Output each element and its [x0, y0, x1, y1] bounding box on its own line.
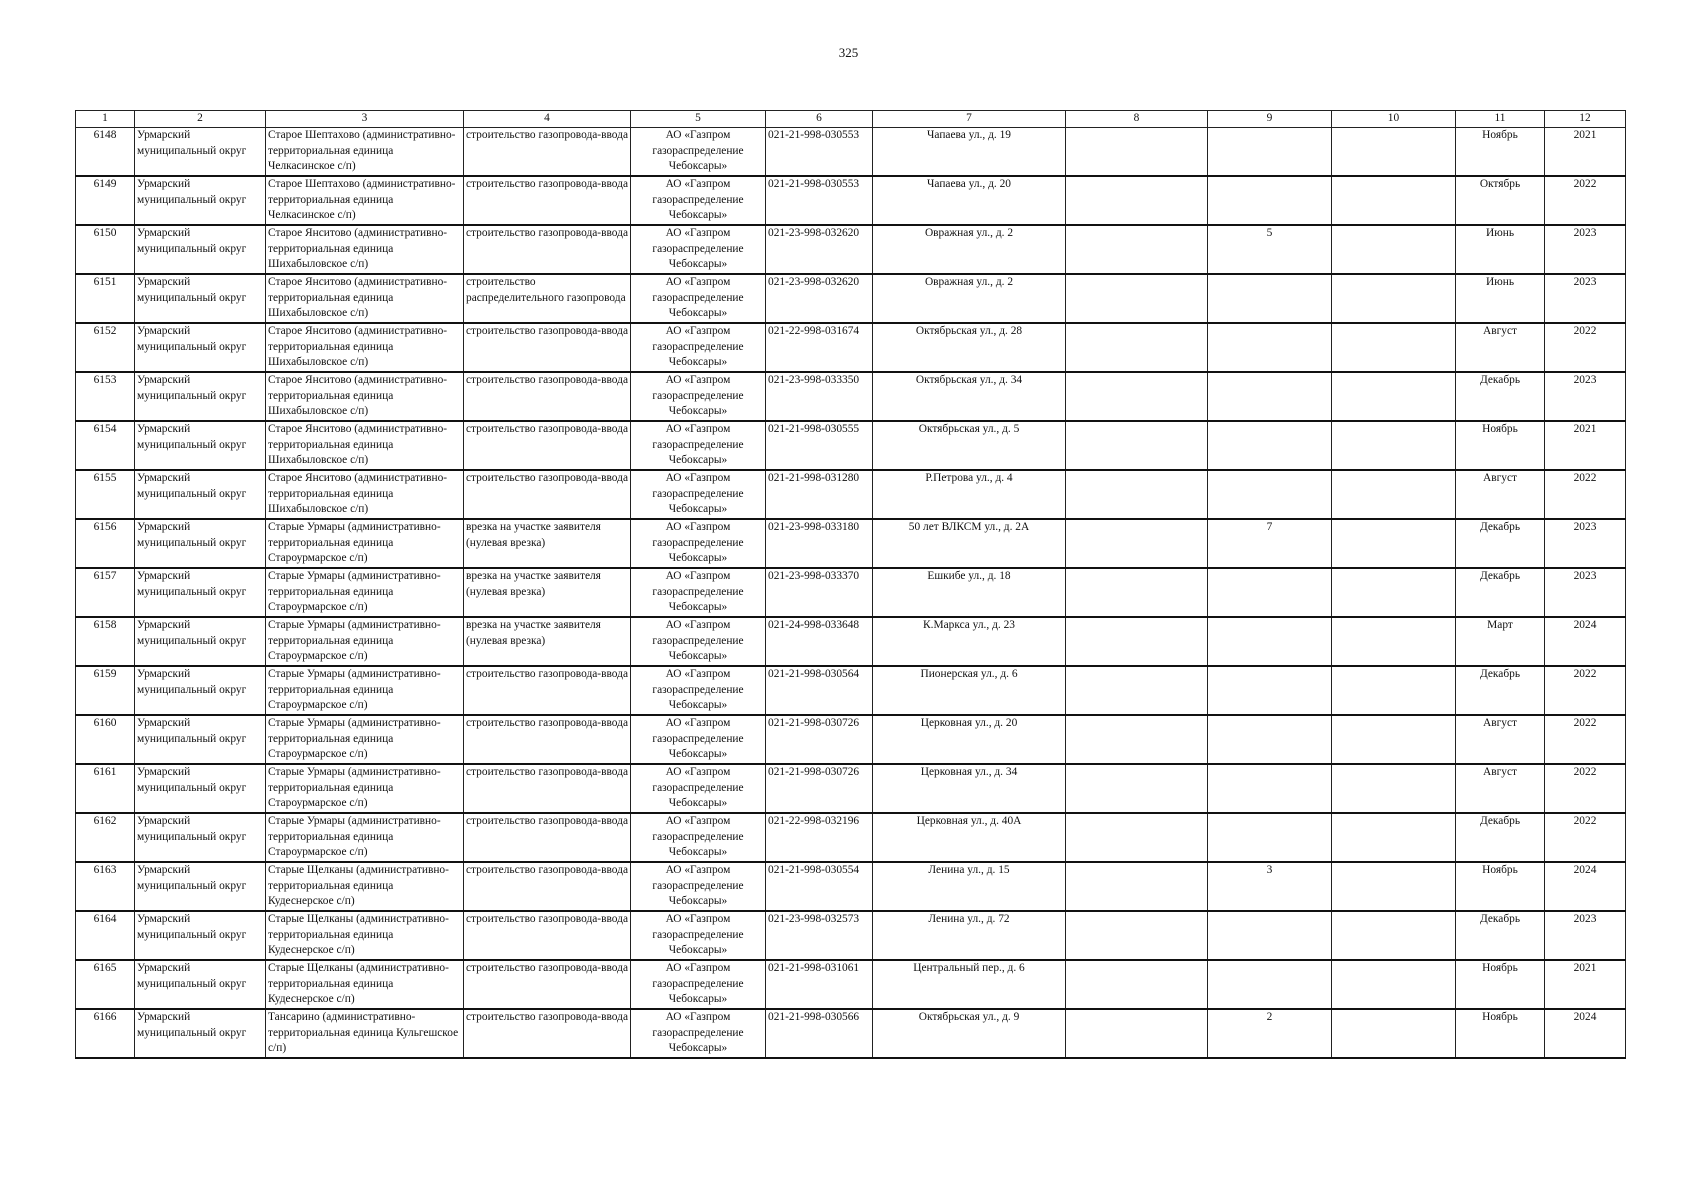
column-header-2: 2 — [135, 111, 266, 128]
column-10-cell — [1332, 372, 1456, 421]
register-table — [75, 110, 1626, 1059]
address-cell: 50 лет ВЛКСМ ул., д. 2А — [873, 519, 1066, 568]
district-cell: Урмарский муниципальный округ — [135, 470, 266, 519]
row-number: 6155 — [76, 470, 135, 519]
year-cell: 2021 — [1545, 421, 1626, 470]
work-type-cell: строительство газопровода-ввода — [464, 911, 631, 960]
registry-code-cell: 021-23-998-033350 — [766, 372, 873, 421]
address-cell: Ешкибе ул., д. 18 — [873, 568, 1066, 617]
settlement-cell: Старые Урмары (административно-территориальная единица Староурмарское с/п) — [266, 813, 464, 862]
address-cell: Центральный пер., д. 6 — [873, 960, 1066, 1009]
column-10-cell — [1332, 1009, 1456, 1058]
organization-cell: АО «Газпром газораспределение Чебоксары» — [631, 715, 766, 764]
organization-cell: АО «Газпром газораспределение Чебоксары» — [631, 372, 766, 421]
column-header-1: 1 — [76, 111, 135, 128]
year-cell: 2021 — [1545, 960, 1626, 1009]
column-8-cell — [1066, 960, 1208, 1009]
work-type-cell: строительство газопровода-ввода — [464, 1009, 631, 1058]
month-cell: Август — [1456, 715, 1545, 764]
row-number: 6163 — [76, 862, 135, 911]
column-8-cell — [1066, 519, 1208, 568]
column-10-cell — [1332, 715, 1456, 764]
column-8-cell — [1066, 274, 1208, 323]
settlement-cell: Старое Янситово (административно-территориальная единица Шихабыловское с/п) — [266, 470, 464, 519]
year-cell: 2022 — [1545, 323, 1626, 372]
column-10-cell — [1332, 960, 1456, 1009]
organization-cell: АО «Газпром газораспределение Чебоксары» — [631, 519, 766, 568]
registry-code-cell: 021-21-998-030726 — [766, 764, 873, 813]
column-9-cell — [1208, 128, 1332, 177]
address-cell: Чапаева ул., д. 20 — [873, 176, 1066, 225]
table-row — [76, 372, 1626, 421]
column-9-cell — [1208, 617, 1332, 666]
table-row — [76, 176, 1626, 225]
settlement-cell: Старое Шептахово (административно-территориальная единица Челкасинское с/п) — [266, 128, 464, 177]
row-number: 6153 — [76, 372, 135, 421]
month-cell: Октябрь — [1456, 176, 1545, 225]
table-row — [76, 421, 1626, 470]
address-cell: Чапаева ул., д. 19 — [873, 128, 1066, 177]
column-10-cell — [1332, 666, 1456, 715]
table-row — [76, 666, 1626, 715]
organization-cell: АО «Газпром газораспределение Чебоксары» — [631, 470, 766, 519]
year-cell: 2024 — [1545, 862, 1626, 911]
year-cell: 2023 — [1545, 911, 1626, 960]
month-cell: Ноябрь — [1456, 960, 1545, 1009]
row-number: 6157 — [76, 568, 135, 617]
column-9-cell — [1208, 911, 1332, 960]
address-cell: Октябрьская ул., д. 9 — [873, 1009, 1066, 1058]
column-header-11: 11 — [1456, 111, 1545, 128]
settlement-cell: Старые Щелканы (административно-территориальная единица Кудеснерское с/п) — [266, 862, 464, 911]
work-type-cell: врезка на участке заявителя (нулевая врезка) — [464, 519, 631, 568]
column-9-cell — [1208, 960, 1332, 1009]
month-cell: Декабрь — [1456, 813, 1545, 862]
settlement-cell: Старое Янситово (административно-территориальная единица Шихабыловское с/п) — [266, 421, 464, 470]
header-row — [76, 111, 1626, 128]
column-9-cell — [1208, 274, 1332, 323]
column-9-cell: 5 — [1208, 225, 1332, 274]
column-10-cell — [1332, 470, 1456, 519]
column-8-cell — [1066, 323, 1208, 372]
organization-cell: АО «Газпром газораспределение Чебоксары» — [631, 568, 766, 617]
settlement-cell: Старое Янситово (административно-территориальная единица Шихабыловское с/п) — [266, 323, 464, 372]
column-9-cell — [1208, 323, 1332, 372]
organization-cell: АО «Газпром газораспределение Чебоксары» — [631, 813, 766, 862]
row-number: 6162 — [76, 813, 135, 862]
address-cell: Овражная ул., д. 2 — [873, 274, 1066, 323]
district-cell: Урмарский муниципальный округ — [135, 323, 266, 372]
district-cell: Урмарский муниципальный округ — [135, 372, 266, 421]
settlement-cell: Старое Янситово (административно-территориальная единица Шихабыловское с/п) — [266, 225, 464, 274]
year-cell: 2023 — [1545, 519, 1626, 568]
settlement-cell: Старые Щелканы (административно-территориальная единица Кудеснерское с/п) — [266, 960, 464, 1009]
column-9-cell — [1208, 568, 1332, 617]
table-row — [76, 617, 1626, 666]
column-10-cell — [1332, 911, 1456, 960]
year-cell: 2021 — [1545, 128, 1626, 177]
column-header-12: 12 — [1545, 111, 1626, 128]
column-9-cell — [1208, 372, 1332, 421]
district-cell: Урмарский муниципальный округ — [135, 666, 266, 715]
work-type-cell: строительство газопровода-ввода — [464, 715, 631, 764]
row-number: 6158 — [76, 617, 135, 666]
column-header-10: 10 — [1332, 111, 1456, 128]
table-row — [76, 1009, 1626, 1058]
year-cell: 2023 — [1545, 225, 1626, 274]
work-type-cell: строительство газопровода-ввода — [464, 372, 631, 421]
column-10-cell — [1332, 617, 1456, 666]
column-9-cell: 3 — [1208, 862, 1332, 911]
row-number: 6154 — [76, 421, 135, 470]
month-cell: Декабрь — [1456, 372, 1545, 421]
column-header-4: 4 — [464, 111, 631, 128]
column-8-cell — [1066, 911, 1208, 960]
table-body — [76, 128, 1626, 1059]
page-number: 325 — [838, 45, 859, 60]
work-type-cell: строительство газопровода-ввода — [464, 764, 631, 813]
year-cell: 2022 — [1545, 470, 1626, 519]
address-cell: Ленина ул., д. 72 — [873, 911, 1066, 960]
column-8-cell — [1066, 1009, 1208, 1058]
month-cell: Декабрь — [1456, 519, 1545, 568]
row-number: 6164 — [76, 911, 135, 960]
row-number: 6161 — [76, 764, 135, 813]
column-header-6: 6 — [766, 111, 873, 128]
month-cell: Декабрь — [1456, 911, 1545, 960]
settlement-cell: Старые Щелканы (административно-территориальная единица Кудеснерское с/п) — [266, 911, 464, 960]
column-10-cell — [1332, 323, 1456, 372]
column-8-cell — [1066, 617, 1208, 666]
year-cell: 2022 — [1545, 813, 1626, 862]
district-cell: Урмарский муниципальный округ — [135, 862, 266, 911]
column-8-cell — [1066, 813, 1208, 862]
row-number: 6149 — [76, 176, 135, 225]
organization-cell: АО «Газпром газораспределение Чебоксары» — [631, 617, 766, 666]
column-header-5: 5 — [631, 111, 766, 128]
district-cell: Урмарский муниципальный округ — [135, 519, 266, 568]
address-cell: Церковная ул., д. 20 — [873, 715, 1066, 764]
organization-cell: АО «Газпром газораспределение Чебоксары» — [631, 666, 766, 715]
work-type-cell: строительство газопровода-ввода — [464, 323, 631, 372]
year-cell: 2022 — [1545, 176, 1626, 225]
registry-code-cell: 021-23-998-032573 — [766, 911, 873, 960]
district-cell: Урмарский муниципальный округ — [135, 911, 266, 960]
settlement-cell: Старое Янситово (административно-территориальная единица Шихабыловское с/п) — [266, 372, 464, 421]
address-cell: Октябрьская ул., д. 28 — [873, 323, 1066, 372]
address-cell: Октябрьская ул., д. 5 — [873, 421, 1066, 470]
month-cell: Август — [1456, 323, 1545, 372]
settlement-cell: Старые Урмары (административно-территориальная единица Староурмарское с/п) — [266, 617, 464, 666]
month-cell: Декабрь — [1456, 666, 1545, 715]
column-header-9: 9 — [1208, 111, 1332, 128]
registry-code-cell: 021-21-998-030726 — [766, 715, 873, 764]
row-number: 6151 — [76, 274, 135, 323]
settlement-cell: Старые Урмары (административно-территориальная единица Староурмарское с/п) — [266, 666, 464, 715]
settlement-cell: Старое Янситово (административно-территориальная единица Шихабыловское с/п) — [266, 274, 464, 323]
column-8-cell — [1066, 862, 1208, 911]
month-cell: Март — [1456, 617, 1545, 666]
column-9-cell — [1208, 421, 1332, 470]
month-cell: Ноябрь — [1456, 862, 1545, 911]
month-cell: Ноябрь — [1456, 421, 1545, 470]
year-cell: 2023 — [1545, 274, 1626, 323]
registry-code-cell: 021-21-998-030554 — [766, 862, 873, 911]
year-cell: 2022 — [1545, 666, 1626, 715]
table-row — [76, 862, 1626, 911]
column-9-cell — [1208, 470, 1332, 519]
registry-code-cell: 021-21-998-030564 — [766, 666, 873, 715]
table-row — [76, 813, 1626, 862]
column-8-cell — [1066, 128, 1208, 177]
column-header-3: 3 — [266, 111, 464, 128]
table-row — [76, 323, 1626, 372]
column-10-cell — [1332, 128, 1456, 177]
registry-code-cell: 021-23-998-033180 — [766, 519, 873, 568]
district-cell: Урмарский муниципальный округ — [135, 225, 266, 274]
organization-cell: АО «Газпром газораспределение Чебоксары» — [631, 128, 766, 177]
address-cell: Пионерская ул., д. 6 — [873, 666, 1066, 715]
table-row — [76, 960, 1626, 1009]
column-8-cell — [1066, 715, 1208, 764]
column-8-cell — [1066, 666, 1208, 715]
column-header-7: 7 — [873, 111, 1066, 128]
registry-code-cell: 021-24-998-033648 — [766, 617, 873, 666]
month-cell: Ноябрь — [1456, 128, 1545, 177]
address-cell: Овражная ул., д. 2 — [873, 225, 1066, 274]
year-cell: 2023 — [1545, 372, 1626, 421]
settlement-cell: Тансарино (административно-территориальная единица Кульгешское с/п) — [266, 1009, 464, 1058]
work-type-cell: врезка на участке заявителя (нулевая врезка) — [464, 617, 631, 666]
registry-code-cell: 021-21-998-030553 — [766, 128, 873, 177]
district-cell: Урмарский муниципальный округ — [135, 274, 266, 323]
year-cell: 2024 — [1545, 1009, 1626, 1058]
column-10-cell — [1332, 764, 1456, 813]
month-cell: Июнь — [1456, 274, 1545, 323]
column-10-cell — [1332, 519, 1456, 568]
district-cell: Урмарский муниципальный округ — [135, 617, 266, 666]
column-header-8: 8 — [1066, 111, 1208, 128]
settlement-cell: Старые Урмары (административно-территориальная единица Староурмарское с/п) — [266, 519, 464, 568]
column-10-cell — [1332, 274, 1456, 323]
row-number: 6166 — [76, 1009, 135, 1058]
year-cell: 2022 — [1545, 764, 1626, 813]
column-9-cell — [1208, 176, 1332, 225]
row-number: 6165 — [76, 960, 135, 1009]
table-row — [76, 470, 1626, 519]
organization-cell: АО «Газпром газораспределение Чебоксары» — [631, 960, 766, 1009]
organization-cell: АО «Газпром газораспределение Чебоксары» — [631, 764, 766, 813]
month-cell: Август — [1456, 470, 1545, 519]
district-cell: Урмарский муниципальный округ — [135, 128, 266, 177]
row-number: 6152 — [76, 323, 135, 372]
row-number: 6156 — [76, 519, 135, 568]
table-row — [76, 225, 1626, 274]
registry-code-cell: 021-23-998-033370 — [766, 568, 873, 617]
organization-cell: АО «Газпром газораспределение Чебоксары» — [631, 176, 766, 225]
work-type-cell: строительство газопровода-ввода — [464, 176, 631, 225]
work-type-cell: строительство газопровода-ввода — [464, 960, 631, 1009]
settlement-cell: Старые Урмары (административно-территориальная единица Староурмарское с/п) — [266, 715, 464, 764]
column-8-cell — [1066, 176, 1208, 225]
month-cell: Ноябрь — [1456, 1009, 1545, 1058]
work-type-cell: строительство газопровода-ввода — [464, 470, 631, 519]
registry-code-cell: 021-21-998-030553 — [766, 176, 873, 225]
work-type-cell: строительство газопровода-ввода — [464, 862, 631, 911]
column-10-cell — [1332, 813, 1456, 862]
table-row — [76, 911, 1626, 960]
column-10-cell — [1332, 862, 1456, 911]
row-number: 6160 — [76, 715, 135, 764]
table-row — [76, 715, 1626, 764]
organization-cell: АО «Газпром газораспределение Чебоксары» — [631, 421, 766, 470]
column-8-cell — [1066, 470, 1208, 519]
column-8-cell — [1066, 225, 1208, 274]
address-cell: Церковная ул., д. 40А — [873, 813, 1066, 862]
settlement-cell: Старые Урмары (административно-территориальная единица Староурмарское с/п) — [266, 764, 464, 813]
registry-code-cell: 021-21-998-031280 — [766, 470, 873, 519]
year-cell: 2024 — [1545, 617, 1626, 666]
address-cell: Октябрьская ул., д. 34 — [873, 372, 1066, 421]
column-10-cell — [1332, 176, 1456, 225]
registry-code-cell: 021-21-998-030566 — [766, 1009, 873, 1058]
district-cell: Урмарский муниципальный округ — [135, 715, 266, 764]
column-8-cell — [1066, 372, 1208, 421]
table-row — [76, 274, 1626, 323]
district-cell: Урмарский муниципальный округ — [135, 813, 266, 862]
year-cell: 2022 — [1545, 715, 1626, 764]
district-cell: Урмарский муниципальный округ — [135, 568, 266, 617]
settlement-cell: Старые Урмары (административно-территориальная единица Староурмарское с/п) — [266, 568, 464, 617]
year-cell: 2023 — [1545, 568, 1626, 617]
column-10-cell — [1332, 568, 1456, 617]
month-cell: Декабрь — [1456, 568, 1545, 617]
row-number: 6148 — [76, 128, 135, 177]
table-row — [76, 128, 1626, 177]
address-cell: Церковная ул., д. 34 — [873, 764, 1066, 813]
district-cell: Урмарский муниципальный округ — [135, 1009, 266, 1058]
column-9-cell: 2 — [1208, 1009, 1332, 1058]
district-cell: Урмарский муниципальный округ — [135, 421, 266, 470]
district-cell: Урмарский муниципальный округ — [135, 176, 266, 225]
month-cell: Июнь — [1456, 225, 1545, 274]
organization-cell: АО «Газпром газораспределение Чебоксары» — [631, 274, 766, 323]
work-type-cell: врезка на участке заявителя (нулевая врезка) — [464, 568, 631, 617]
column-8-cell — [1066, 421, 1208, 470]
work-type-cell: строительство газопровода-ввода — [464, 421, 631, 470]
row-number: 6159 — [76, 666, 135, 715]
row-number: 6150 — [76, 225, 135, 274]
registry-code-cell: 021-23-998-032620 — [766, 225, 873, 274]
registry-code-cell: 021-22-998-032196 — [766, 813, 873, 862]
organization-cell: АО «Газпром газораспределение Чебоксары» — [631, 1009, 766, 1058]
organization-cell: АО «Газпром газораспределение Чебоксары» — [631, 225, 766, 274]
registry-code-cell: 021-21-998-030555 — [766, 421, 873, 470]
work-type-cell: строительство распределительного газопровода — [464, 274, 631, 323]
column-8-cell — [1066, 764, 1208, 813]
work-type-cell: строительство газопровода-ввода — [464, 225, 631, 274]
work-type-cell: строительство газопровода-ввода — [464, 666, 631, 715]
settlement-cell: Старое Шептахово (административно-территориальная единица Челкасинское с/п) — [266, 176, 464, 225]
month-cell: Август — [1456, 764, 1545, 813]
address-cell: Р.Петрова ул., д. 4 — [873, 470, 1066, 519]
work-type-cell: строительство газопровода-ввода — [464, 128, 631, 177]
registry-code-cell: 021-21-998-031061 — [766, 960, 873, 1009]
organization-cell: АО «Газпром газораспределение Чебоксары» — [631, 323, 766, 372]
district-cell: Урмарский муниципальный округ — [135, 764, 266, 813]
district-cell: Урмарский муниципальный округ — [135, 960, 266, 1009]
table-row — [76, 519, 1626, 568]
registry-code-cell: 021-22-998-031674 — [766, 323, 873, 372]
column-8-cell — [1066, 568, 1208, 617]
column-9-cell — [1208, 813, 1332, 862]
address-cell: Ленина ул., д. 15 — [873, 862, 1066, 911]
organization-cell: АО «Газпром газораспределение Чебоксары» — [631, 862, 766, 911]
column-9-cell: 7 — [1208, 519, 1332, 568]
column-9-cell — [1208, 715, 1332, 764]
column-9-cell — [1208, 666, 1332, 715]
table-row — [76, 568, 1626, 617]
organization-cell: АО «Газпром газораспределение Чебоксары» — [631, 911, 766, 960]
registry-code-cell: 021-23-998-032620 — [766, 274, 873, 323]
table-row — [76, 764, 1626, 813]
column-10-cell — [1332, 225, 1456, 274]
work-type-cell: строительство газопровода-ввода — [464, 813, 631, 862]
column-9-cell — [1208, 764, 1332, 813]
column-10-cell — [1332, 421, 1456, 470]
address-cell: К.Маркса ул., д. 23 — [873, 617, 1066, 666]
